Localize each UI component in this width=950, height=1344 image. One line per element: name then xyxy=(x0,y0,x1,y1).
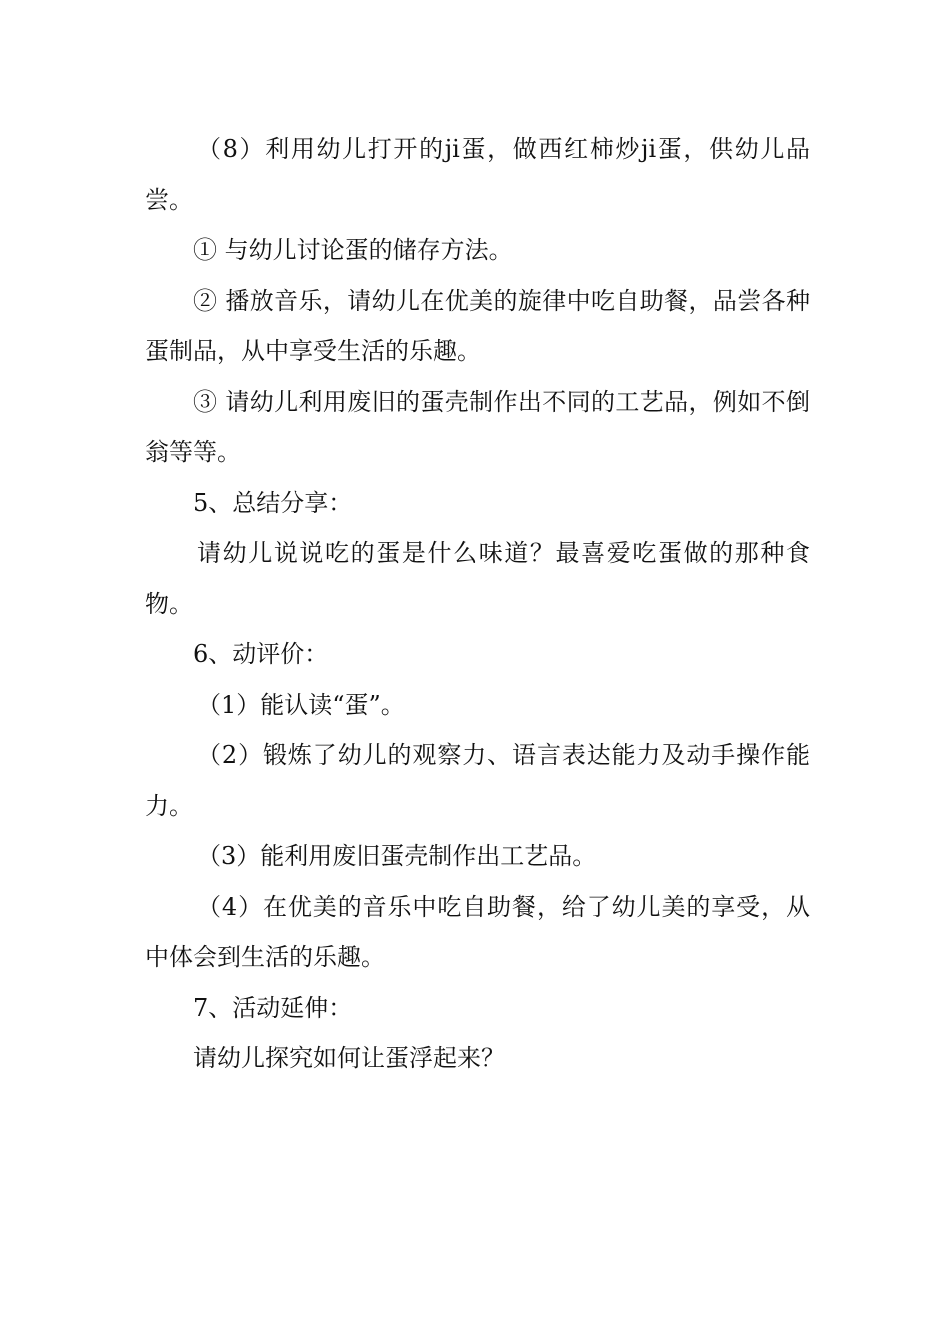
document-body xyxy=(145,124,810,1084)
evaluation-item-3: （3）能利用废旧蛋壳制作出工艺品。 xyxy=(197,842,597,870)
paragraph-item-1: ① 与幼儿讨论蛋的储存方法。 xyxy=(193,236,513,264)
section-heading-summary: 5、总结分享： xyxy=(193,488,353,517)
section-heading-evaluation: 6、动评价： xyxy=(193,640,329,668)
paragraph-item-3: ③ 请幼儿利用废旧的蛋壳制作出不同的工艺品，例如不倒翁等等。 xyxy=(145,387,810,466)
paragraph-summary: 请幼儿说说吃的蛋是什么味道？最喜爱吃蛋做的那种食物。 xyxy=(145,539,810,618)
paragraph-item-2: ② 播放音乐，请幼儿在优美的旋律中吃自助餐，品尝各种蛋制品，从中享受生活的乐趣。 xyxy=(145,286,810,365)
paragraph-step-8: （8）利用幼儿打开的ji蛋，做西红柿炒ji蛋，供幼儿品尝。 xyxy=(145,135,810,214)
evaluation-item-1: （1）能认读“蛋”。 xyxy=(197,690,405,719)
evaluation-item-4: （4）在优美的音乐中吃自助餐，给了幼儿美的享受，从中体会到生活的乐趣。 xyxy=(145,892,810,971)
section-heading-extension: 7、活动延伸： xyxy=(193,993,353,1022)
evaluation-item-2: （2）锻炼了幼儿的观察力、语言表达能力及动手操作能力。 xyxy=(145,741,810,820)
paragraph-extension: 请幼儿探究如何让蛋浮起来？ xyxy=(193,1044,505,1072)
